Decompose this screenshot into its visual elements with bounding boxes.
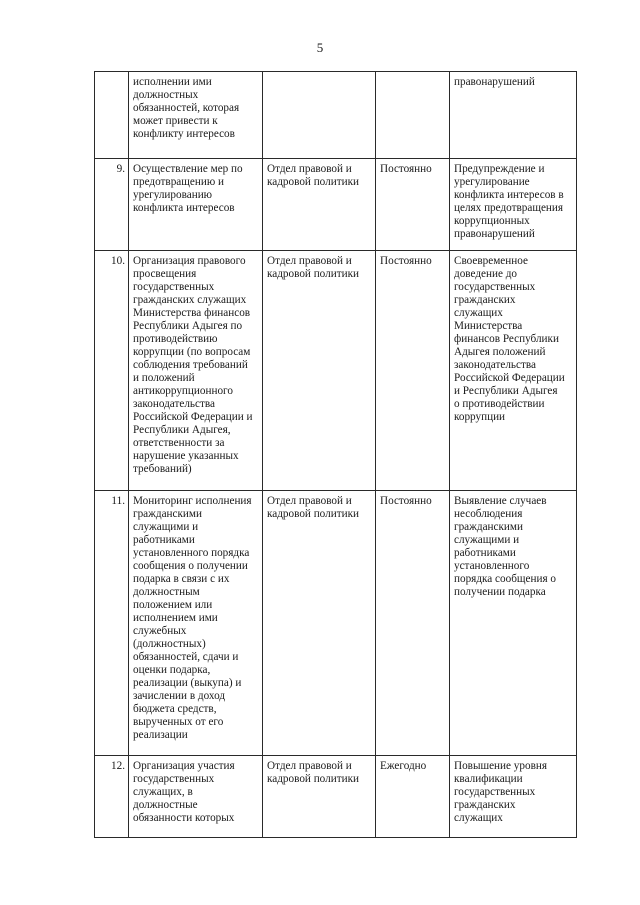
cell-number	[95, 72, 129, 159]
cell-result: правонарушений	[450, 72, 577, 159]
table-row	[95, 491, 577, 756]
cell-term: Ежегодно	[376, 756, 450, 838]
cell-executor: Отдел правовой и кадровой политики	[263, 491, 376, 756]
cell-measure: Мониторинг исполнения гражданскими служащими и работниками установленного порядка сообщения о получении подарка в связи с их должностным положением или исполнением ими служебных (должностных) обязанностей, сдачи и оценки подарка, реализации (выкупа) и зачислении в доход бюджета средств, вырученных от его реализации	[129, 491, 263, 756]
cell-measure: Организация участия государственных служащих, в должностные обязанности которых	[129, 756, 263, 838]
cell-measure: Организация правового просвещения государственных гражданских служащих Министерства финансов Республики Адыгея по противодействию коррупции (по вопросам соблюдения требований и положений антикоррупционного законодательства Российской Федерации и Республики Адыгея, ответственности за нарушение указанных требований)	[129, 251, 263, 491]
cell-measure: Осуществление мер по предотвращению и урегулированию конфликта интересов	[129, 159, 263, 251]
cell-number: 12.	[95, 756, 129, 838]
cell-number: 9.	[95, 159, 129, 251]
table-row	[95, 756, 577, 838]
cell-result: Своевременное доведение до государственных гражданских служащих Министерства финансов Республики Адыгея положений законодательства Российской Федерации и Республики Адыгея о противодействии коррупции	[450, 251, 577, 491]
measures-table	[94, 71, 577, 838]
cell-result: Повышение уровня квалификации государственных гражданских служащих	[450, 756, 577, 838]
cell-executor: Отдел правовой и кадровой политики	[263, 756, 376, 838]
cell-result: Предупреждение и урегулирование конфликта интересов в целях предотвращения коррупционных правонарушений	[450, 159, 577, 251]
cell-term	[376, 72, 450, 159]
cell-number: 10.	[95, 251, 129, 491]
table-row	[95, 159, 577, 251]
cell-executor: Отдел правовой и кадровой политики	[263, 251, 376, 491]
cell-term: Постоянно	[376, 159, 450, 251]
page-number: 5	[316, 40, 324, 55]
cell-term: Постоянно	[376, 491, 450, 756]
cell-executor: Отдел правовой и кадровой политики	[263, 159, 376, 251]
cell-number: 11.	[95, 491, 129, 756]
cell-measure: исполнении ими должностных обязанностей, которая может привести к конфликту интересов	[129, 72, 263, 159]
cell-result: Выявление случаев несоблюдения гражданскими служащими и работниками установленного порядка сообщения о получении подарка	[450, 491, 577, 756]
cell-term: Постоянно	[376, 251, 450, 491]
cell-executor	[263, 72, 376, 159]
table-row	[95, 72, 577, 159]
table-row	[95, 251, 577, 491]
